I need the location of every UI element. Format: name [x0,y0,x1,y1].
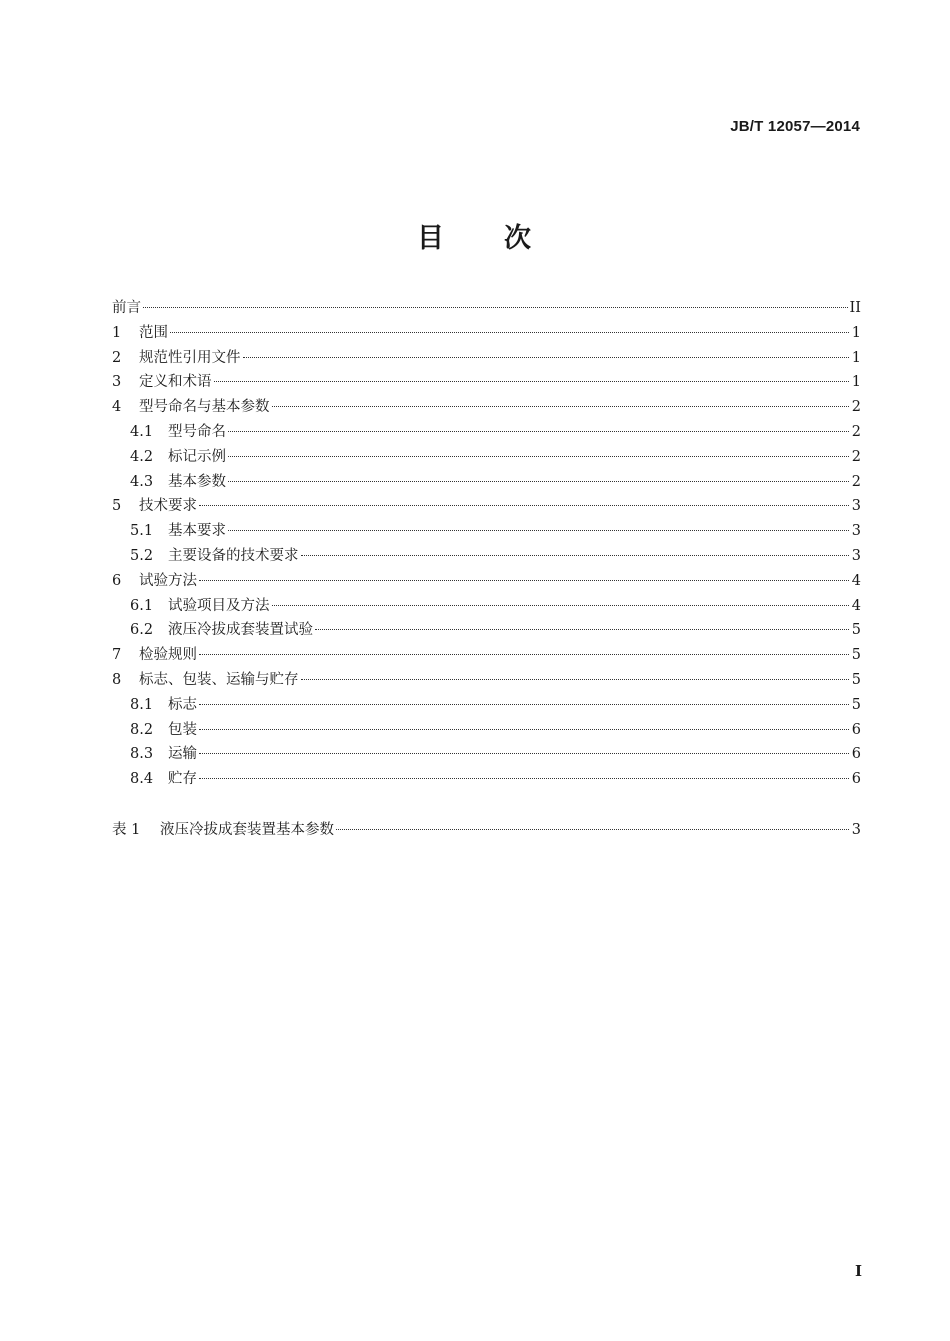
entry-label: 型号命名 [168,423,226,440]
dot-leader [301,554,850,556]
toc-entry[interactable] [112,395,861,420]
toc-entry[interactable] [112,718,861,743]
entry-label: 规范性引用文件 [139,349,241,366]
entry-number: 4.1 [130,423,154,440]
toc-entry[interactable] [112,519,861,544]
title-part-2: 次 [504,223,533,254]
entry-number: 6.2 [130,622,154,639]
toc-entry[interactable] [112,693,861,718]
dot-leader [228,529,849,531]
entry-number: 8.3 [130,746,154,763]
entry-label: 标志 [168,696,197,713]
entry-label: 主要设备的技术要求 [168,547,299,564]
entry-page-number: 2 [851,399,861,416]
dot-leader [170,331,849,333]
entry-label: 技术要求 [139,498,197,515]
toc-entry[interactable] [112,594,861,619]
entry-page-number: 5 [851,647,861,664]
dot-leader [301,678,850,680]
entry-label: 检验规则 [139,647,197,664]
entry-label: 定义和术语 [139,374,212,391]
entry-page-number: II [849,300,861,316]
entry-page-number: 3 [851,822,861,838]
entry-page-number: 4 [851,597,861,614]
entry-page-number: 1 [851,374,861,391]
entry-number: 2 [112,349,122,366]
entry-label: 运输 [168,746,197,763]
page-title [0,216,950,255]
entry-page-number: 2 [851,448,861,465]
dot-leader [199,504,849,506]
toc-entry[interactable] [112,321,861,346]
entry-number: 8 [112,671,122,688]
dot-leader [199,653,849,655]
toc-entry[interactable] [112,346,861,371]
entry-page-number: 2 [851,473,861,490]
toc-entry[interactable] [112,668,861,693]
entry-number: 1 [112,324,122,341]
dot-leader [199,752,849,754]
toc-entry[interactable] [112,618,861,643]
entry-label: 范围 [139,324,168,341]
entry-number: 6 [112,572,122,589]
entry-label: 基本参数 [168,473,226,490]
entry-page-number: 4 [851,572,861,589]
entry-page-number: 3 [851,547,861,564]
toc-entry[interactable] [112,494,861,519]
entry-page-number: 1 [851,324,861,341]
entry-page-number: 5 [851,622,861,639]
entry-page-number: 3 [851,523,861,540]
table-list [112,818,861,843]
standard-code: JB/T 12057—2014 [730,118,860,135]
dot-leader [336,828,849,830]
dot-leader [199,728,849,730]
entry-number: 8.2 [130,721,154,738]
toc-entry[interactable] [112,767,861,792]
dot-leader [199,777,849,779]
entry-number: 5.2 [130,547,154,564]
entry-number: 8.4 [130,771,154,788]
table-of-contents [112,296,861,792]
entry-label: 基本要求 [168,523,226,540]
entry-label: 液压冷拔成套装置基本参数 [160,822,334,838]
dot-leader [199,703,849,705]
toc-entry[interactable] [112,569,861,594]
entry-page-number: 3 [851,498,861,515]
entry-number: 4.3 [130,473,154,490]
dot-leader [243,356,850,358]
dot-leader [199,579,849,581]
entry-number: 5 [112,498,122,515]
entry-number: 5.1 [130,523,154,540]
entry-number: 7 [112,647,122,664]
toc-entry[interactable] [112,544,861,569]
entry-label: 包装 [168,721,197,738]
entry-label: 试验项目及方法 [168,597,270,614]
entry-number: 8.1 [130,696,154,713]
entry-page-number: 6 [851,771,861,788]
toc-entry[interactable] [112,742,861,767]
entry-label: 标志、包装、运输与贮存 [139,671,299,688]
table-list-entry[interactable] [112,818,861,843]
entry-label: 液压冷拔成套装置试验 [168,622,313,639]
entry-number: 6.1 [130,597,154,614]
dot-leader [228,455,849,457]
entry-page-number: 5 [851,671,861,688]
entry-label: 前言 [112,300,141,316]
dot-leader [228,430,849,432]
title-part-1: 目 [417,223,446,254]
entry-number: 4 [112,399,122,416]
entry-page-number: 2 [851,423,861,440]
toc-entry[interactable] [112,370,861,395]
dot-leader [272,604,850,606]
dot-leader [214,380,850,382]
entry-page-number: 5 [851,696,861,713]
entry-number: 表 1 [112,822,141,838]
entry-page-number: 6 [851,721,861,738]
dot-leader [143,306,848,308]
dot-leader [228,480,849,482]
entry-number: 4.2 [130,448,154,465]
toc-entry[interactable] [112,470,861,495]
toc-entry[interactable] [112,420,861,445]
toc-entry[interactable] [112,296,861,321]
entry-label: 标记示例 [168,448,226,465]
entry-label: 贮存 [168,771,197,788]
dot-leader [315,628,849,630]
page-number: I [854,1262,862,1280]
entry-label: 型号命名与基本参数 [139,399,270,416]
toc-entry[interactable] [112,445,861,470]
entry-number: 3 [112,374,122,391]
toc-entry[interactable] [112,643,861,668]
entry-page-number: 1 [851,349,861,366]
entry-label: 试验方法 [139,572,197,589]
dot-leader [272,405,850,407]
entry-page-number: 6 [851,746,861,763]
